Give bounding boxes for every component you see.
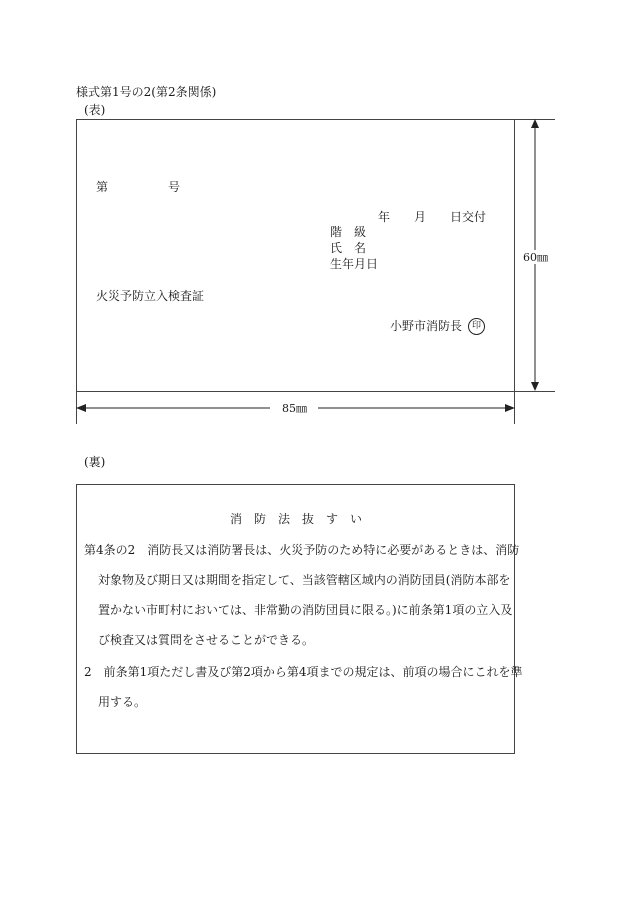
article-line: び検査又は質問をさせることができる。 bbox=[98, 633, 315, 647]
seal-stamp: 印 bbox=[468, 318, 485, 335]
date-year: 年 bbox=[378, 210, 391, 224]
paragraph2-line: 用する。 bbox=[98, 695, 147, 709]
number-prefix: 第 bbox=[96, 180, 109, 194]
article-line: 第4条の2 消防長又は消防署長は、火災予防のため特に必要があるときは、消防 bbox=[84, 543, 520, 557]
back-label: (裏) bbox=[84, 455, 106, 469]
form-title: 様式第1号の2(第2条関係) bbox=[76, 85, 217, 99]
width-arrow-left-icon bbox=[76, 404, 86, 412]
field-name: 氏 名 bbox=[330, 241, 367, 255]
field-birthdate: 生年月日 bbox=[330, 257, 379, 271]
field-rank: 階 級 bbox=[330, 225, 367, 239]
front-label: (表) bbox=[84, 103, 106, 117]
height-arrow-up-icon bbox=[531, 119, 539, 128]
issuer: 小野市消防長 bbox=[390, 319, 463, 333]
article-line: 対象物及び期日又は期間を指定して、当該管轄区域内の消防団員(消防本部を bbox=[98, 573, 511, 587]
date-month: 月 bbox=[414, 210, 427, 224]
back-heading: 消 防 法 抜 す い bbox=[230, 512, 363, 526]
height-label: 60㎜ bbox=[523, 251, 548, 264]
number-suffix: 号 bbox=[168, 180, 181, 194]
date-day-issued: 日交付 bbox=[450, 210, 487, 224]
card-title: 火災予防立入検査証 bbox=[96, 289, 205, 303]
article-line: 置かない市町村においては、非常勤の消防団員に限る。)に前条第1項の立入及 bbox=[98, 603, 513, 617]
paragraph2-line: 2 前条第1項ただし書及び第2項から第4項までの規定は、前項の場合にこれを準 bbox=[84, 665, 523, 679]
width-arrow-right-icon bbox=[505, 404, 515, 412]
width-label: 85㎜ bbox=[282, 402, 307, 415]
height-arrow-down-icon bbox=[531, 382, 539, 391]
